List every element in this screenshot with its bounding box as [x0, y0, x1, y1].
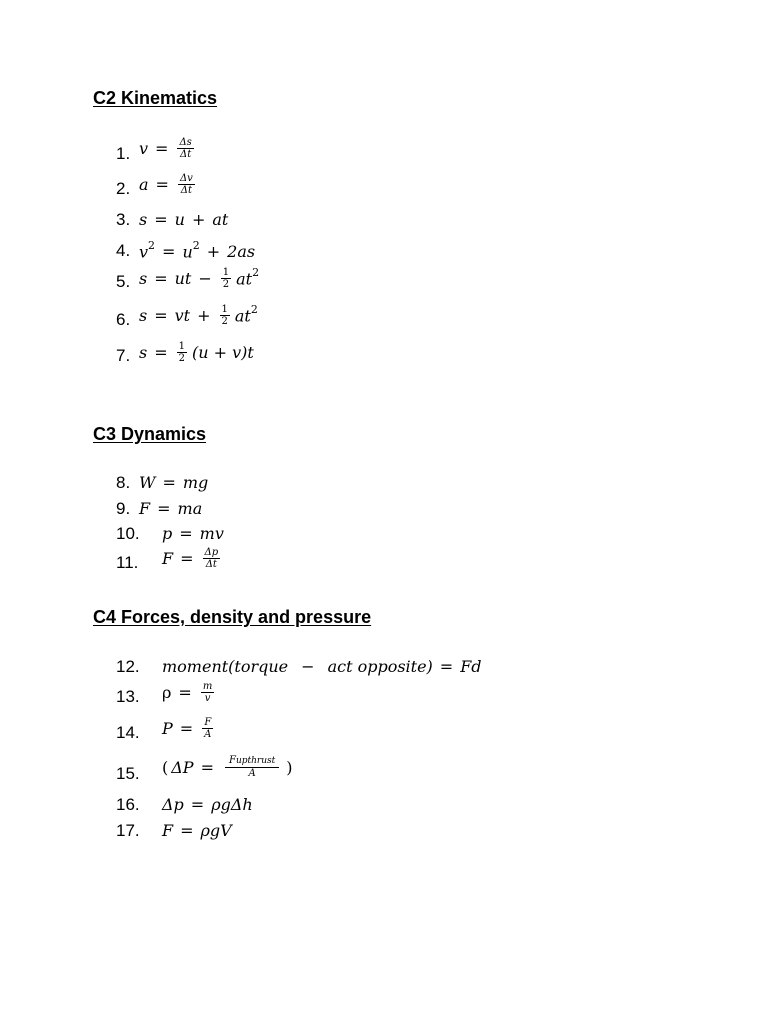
- equation-suvat-4: $v^2$ = $u^2$ + 2as: [139, 239, 256, 262]
- equation-suvat-3: s = u + at: [139, 210, 229, 229]
- equation-number: 13.: [116, 687, 140, 706]
- equation-number: 4.: [116, 241, 131, 260]
- equation-number: 1.: [116, 144, 131, 163]
- section-title-kinematics: C2 Kinematics: [93, 88, 218, 108]
- equation-acceleration: a = $\frac{\Delta v}{\Delta t}$: [139, 173, 193, 196]
- equation-number: 6.: [116, 310, 131, 329]
- equation-number: 7.: [116, 346, 131, 365]
- section-title-forces: C4 Forces, density and pressure: [93, 607, 372, 627]
- equation-weight: W = mg: [139, 473, 209, 492]
- equation-fluid-pressure: Δp = ρgΔh: [162, 795, 253, 814]
- equation-number: 17.: [116, 821, 140, 840]
- equation-number: 5.: [116, 272, 131, 291]
- equation-suvat-7: s = $\frac{1}{2}$ (u + v)t: [139, 341, 254, 364]
- equation-pressure: P = $\frac{F}{A}$: [162, 717, 212, 740]
- equation-number: 15.: [116, 764, 140, 783]
- section-title-dynamics: C3 Dynamics: [93, 424, 207, 444]
- equation-buoyant-force: F = ρgV: [162, 821, 232, 840]
- equation-number: 8.: [116, 473, 131, 492]
- equation-density: ρ = $\frac{m}{v}$: [162, 681, 213, 704]
- equation-newton-second: F = ma: [139, 499, 203, 518]
- equation-number: 11.: [116, 553, 139, 572]
- equation-suvat-5: s = ut − $\frac{1}{2}$ $at^2$: [139, 266, 260, 290]
- equation-force-momentum: F = $\frac{\Delta p}{\Delta t}$: [162, 547, 219, 570]
- equation-suvat-6: s = vt + $\frac{1}{2}$ $at^2$: [139, 303, 258, 327]
- equation-velocity: v = $\frac{\Delta s}{\Delta t}$: [139, 137, 192, 160]
- equation-number: 2.: [116, 179, 131, 198]
- equation-moment: moment(torque − act opposite) = Fd: [162, 657, 482, 676]
- equation-number: 12.: [116, 657, 140, 676]
- equation-number: 16.: [116, 795, 140, 814]
- equation-upthrust-pressure: ( ΔP = $\frac{\text{Fupthrust}}{A}$ ): [162, 755, 293, 779]
- equation-momentum: p = mv: [162, 524, 224, 543]
- equation-number: 3.: [116, 210, 131, 229]
- equation-number: 14.: [116, 723, 140, 742]
- equation-number: 9.: [116, 499, 131, 518]
- equation-number: 10.: [116, 524, 140, 543]
